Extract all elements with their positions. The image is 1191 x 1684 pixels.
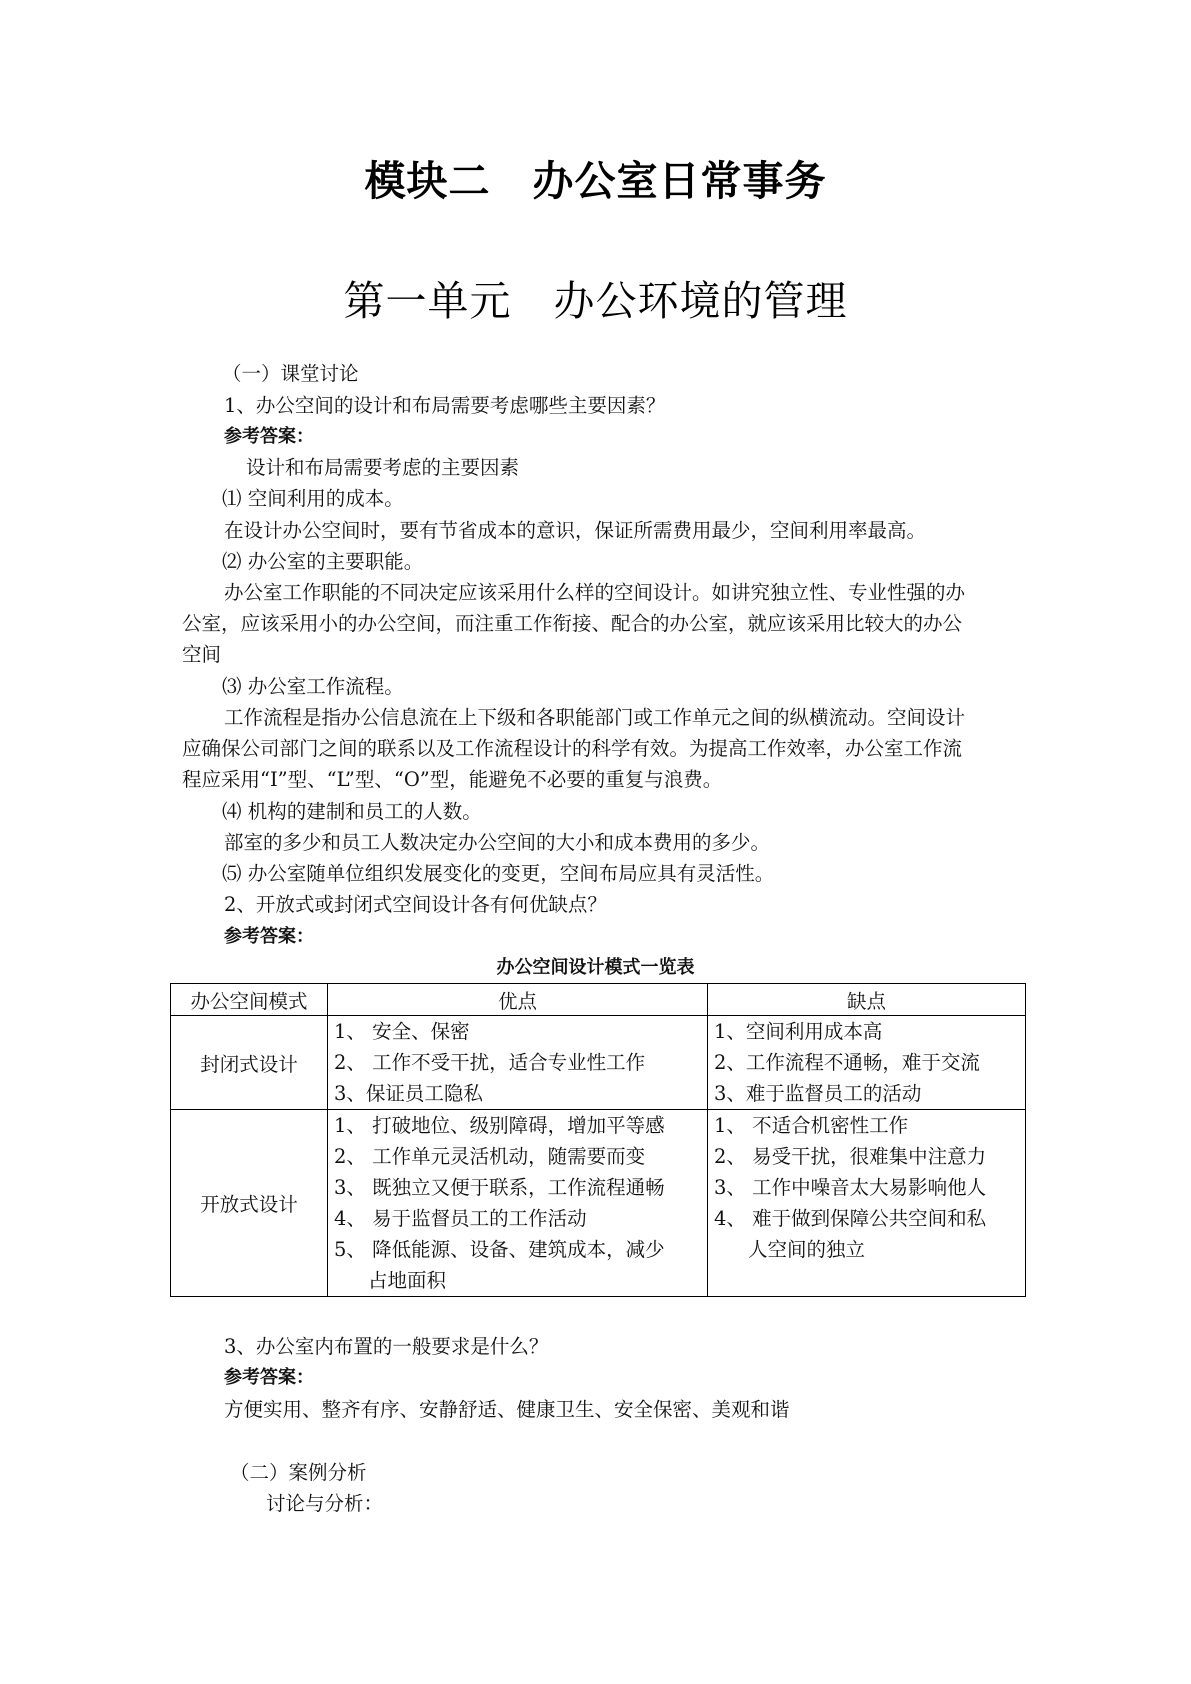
cons-closed	[708, 1016, 1026, 1110]
section-heading-case-analysis: （二）案例分析	[230, 1461, 367, 1484]
answer-label-2: 参考答案：	[224, 926, 314, 947]
cons-open-item: 4、 难于做到保障公共空间和私	[714, 1207, 987, 1230]
answer-label-3: 参考答案：	[224, 1367, 314, 1388]
pros-closed-item: 1、 安全、保密	[334, 1020, 470, 1043]
table-header-cons: 缺点	[708, 984, 1026, 1016]
question-1: 1、办公空间的设计和布局需要考虑哪些主要因素？	[224, 394, 666, 417]
answer-label-1: 参考答案：	[224, 426, 314, 447]
factor-2-text-line-1: 办公室工作职能的不同决定应该采用什么样的空间设计。如讲究独立性、专业性强的办	[224, 581, 966, 604]
table-title: 办公空间设计模式一览表	[496, 957, 695, 978]
table-header-mode: 办公空间模式	[171, 984, 328, 1016]
table-header-row	[171, 984, 1026, 1016]
factor-2-heading: ⑵ 办公室的主要职能。	[222, 550, 424, 573]
factor-3-text-line-2: 应确保公司部门之间的联系以及工作流程设计的科学有效。为提高工作效率，办公室工作流	[182, 737, 963, 760]
pros-open-item: 1、 打破地位、级别障碍，增加平等感	[334, 1114, 665, 1137]
cons-open	[708, 1110, 1026, 1297]
cons-open-item: 1、 不适合机密性工作	[714, 1114, 909, 1137]
office-design-table	[170, 983, 1026, 1297]
mode-open: 开放式设计	[171, 1110, 328, 1297]
pros-closed	[328, 1016, 708, 1110]
factor-3-text-line-3: 程应采用“I”型、“L”型、“O”型，能避免不必要的重复与浪费。	[182, 768, 723, 791]
answer-3-text: 方便实用、整齐有序、安静舒适、健康卫生、安全保密、美观和谐	[224, 1398, 790, 1421]
pros-open-item-continued: 占地面积	[368, 1269, 447, 1292]
factor-2-text-line-3: 空间	[182, 643, 222, 666]
section-heading-classroom-discussion: （一）课堂讨论	[222, 362, 359, 385]
discussion-analysis-label: 讨论与分析：	[266, 1492, 384, 1515]
pros-closed-item: 2、 工作不受干扰，适合专业性工作	[334, 1051, 646, 1074]
unit-title: 第一单元 办公环境的管理	[343, 277, 848, 325]
pros-open	[328, 1110, 708, 1297]
cons-open-item: 2、 易受干扰，很难集中注意力	[714, 1145, 987, 1168]
module-title: 模块二 办公室日常事务	[364, 157, 827, 205]
factor-1-text: 在设计办公空间时，要有节省成本的意识，保证所需费用最少，空间利用率最高。	[224, 519, 927, 542]
pros-open-item: 2、 工作单元灵活机动，随需要而变	[334, 1145, 646, 1168]
cons-closed-item: 2、工作流程不通畅，难于交流	[714, 1051, 980, 1074]
cons-open-item: 3、 工作中噪音太大易影响他人	[714, 1176, 987, 1199]
mode-closed: 封闭式设计	[171, 1016, 328, 1110]
factor-3-text-line-1: 工作流程是指办公信息流在上下级和各职能部门或工作单元之间的纵横流动。空间设计	[224, 706, 966, 729]
cons-closed-item: 3、难于监督员工的活动	[714, 1082, 922, 1105]
table-row	[171, 1110, 1026, 1297]
pros-open-item: 3、 既独立又便于联系，工作流程通畅	[334, 1176, 665, 1199]
cons-closed-item: 1、空间利用成本高	[714, 1020, 883, 1043]
answer-intro: 设计和布局需要考虑的主要因素	[246, 456, 520, 479]
question-3: 3、办公室内布置的一般要求是什么？	[224, 1335, 549, 1358]
pros-open-item: 4、 易于监督员工的工作活动	[334, 1207, 587, 1230]
pros-closed-item: 3、保证员工隐私	[334, 1082, 483, 1105]
table-header-pros: 优点	[328, 984, 708, 1016]
factor-2-text-line-2: 公室，应该采用小的办公空间，而注重工作衔接、配合的办公室，就应该采用比较大的办公	[182, 612, 963, 635]
cons-open-item-continued: 人空间的独立	[748, 1238, 866, 1261]
question-2: 2、开放式或封闭式空间设计各有何优缺点？	[224, 893, 607, 916]
factor-5-heading: ⑸ 办公室随单位组织发展变化的变更，空间布局应具有灵活性。	[222, 862, 775, 885]
factor-4-heading: ⑷ 机构的建制和员工的人数。	[222, 800, 482, 823]
factor-3-heading: ⑶ 办公室工作流程。	[222, 675, 404, 698]
factor-1-heading: ⑴ 空间利用的成本。	[222, 487, 404, 510]
pros-open-item: 5、 降低能源、设备、建筑成本，减少	[334, 1238, 665, 1261]
table-row	[171, 1016, 1026, 1110]
factor-4-text: 部室的多少和员工人数决定办公空间的大小和成本费用的多少。	[224, 831, 771, 854]
